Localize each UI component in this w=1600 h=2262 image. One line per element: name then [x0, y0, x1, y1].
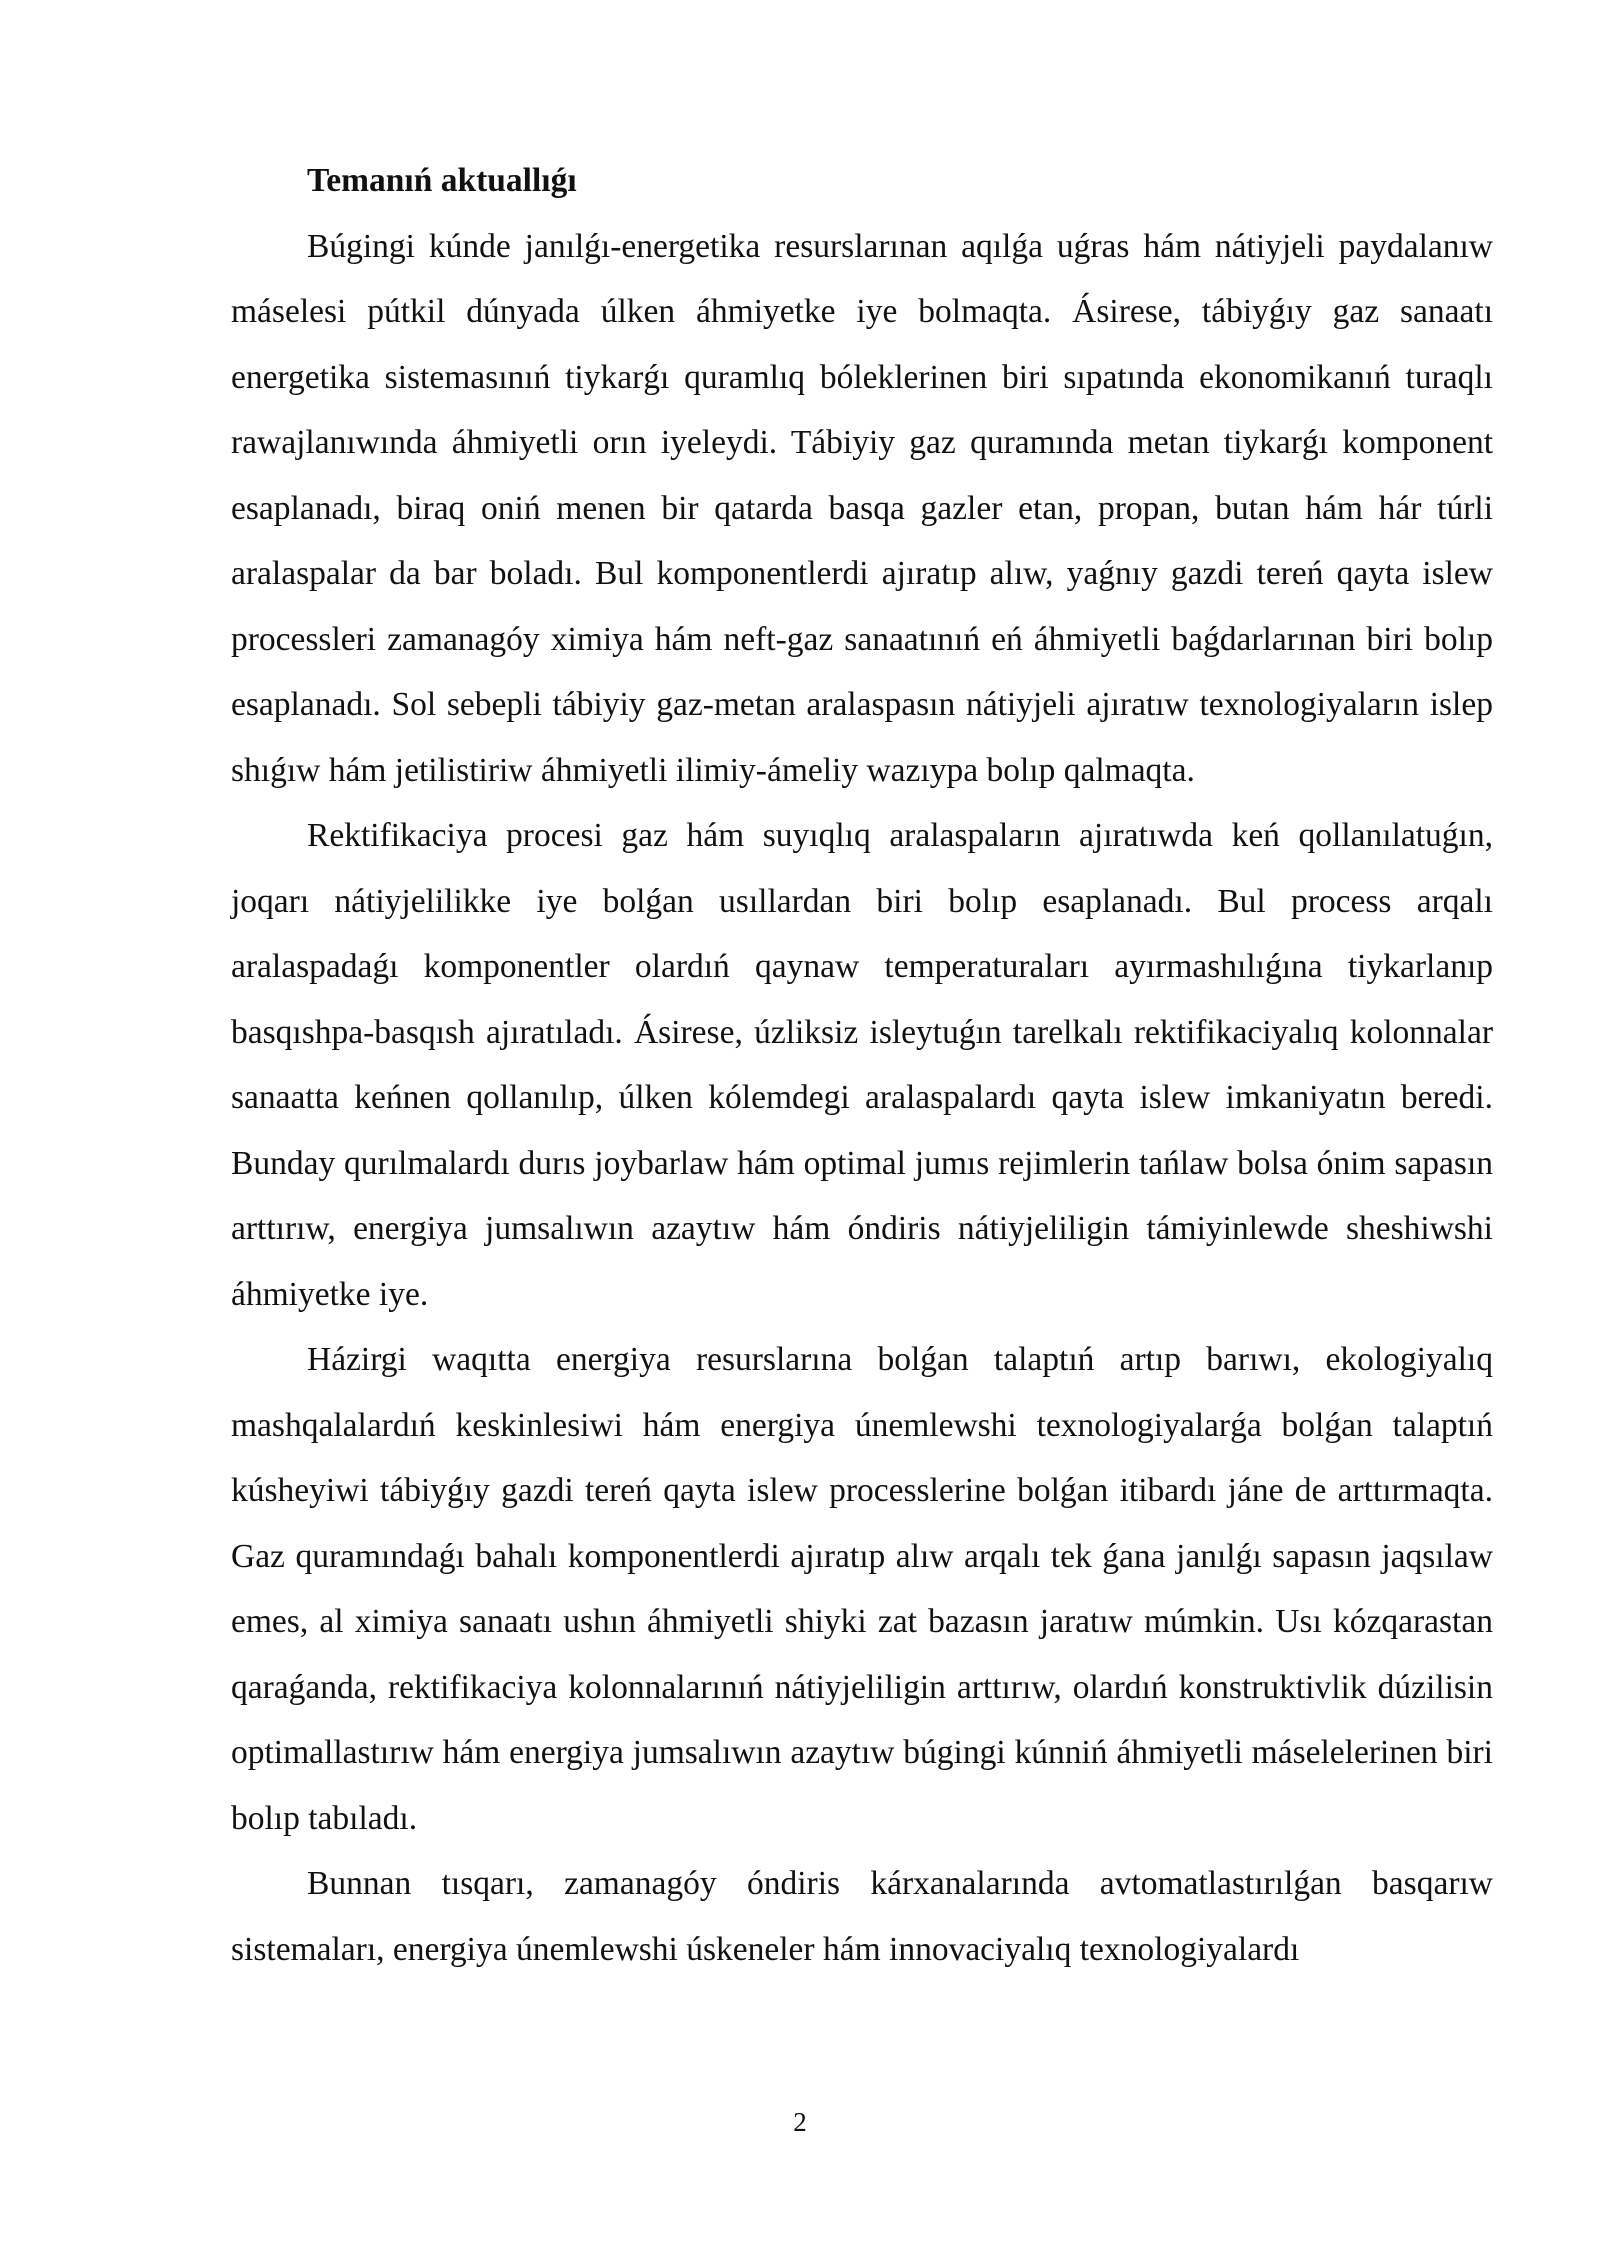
paragraph-3: Házirgi waqıtta energiya resurslarına bolǵan talaptıń artıp barıwı, ekologiyalıq mashqalalardıń keskinlesiwi hám energiya únemlewshi texnologiyalarǵa bolǵan talaptıń kúsheyiwi tábiyǵıy gazdi tereń qayta islew processlerine bolǵan itibardı jáne de arttırmaqta. Gaz quramındaǵı bahalı komponentlerdi ajıratıp alıw arqalı tek ǵana janılǵı sapasın jaqsılaw emes, al ximiya sanaatı ushın áhmiyetli shiyki zat bazasın jaratıw múmkin. Usı kózqarastan qaraǵanda, rektifikaciya kolonnalarınıń nátiyjeliligin arttırıw, olardıń konstruktivlik dúzilisin optimallastırıw hám energiya jumsalıwın azaytıw búgingi kúnniń áhmiyetli máselelerinen biri bolıp tabıladı.	[231, 1341, 1493, 1837]
paragraph-1: Búgingi kúnde janılǵı-energetika resurslarınan aqılǵa uǵras hám nátiyjeli paydalanıw máselesi pútkil dúnyada úlken áhmiyetke iye bolmaqta. Ásirese, tábiyǵıy gaz sanaatı energetika sistemasınıń tiykarǵı quramlıq bóleklerinen biri sıpatında ekonomikanıń turaqlı rawajlanıwında áhmiyetli orın iyeleydi. Tábiyiy gaz quramında metan tiykarǵı komponent esaplanadı, biraq oniń menen bir qatarda basqa gazler etan, propan, butan hám hár túrli aralaspalar da bar boladı. Bul komponentlerdi ajıratıp alıw, yaǵnıy gazdi tereń qayta islew processleri zamanagóy ximiya hám neft-gaz sanaatınıń eń áhmiyetli baǵdarlarınan biri bolıp esaplanadı. Sol sebepli tábiyiy gaz-metan aralaspasın nátiyjeli ajıratıw texnologiyaların islep shıǵıw hám jetilistiriw áhmiyetli ilimiy-ámeliy wazıypa bolıp qalmaqta.	[231, 227, 1493, 789]
document-body	[231, 148, 1493, 1982]
section-title: Temanıń aktuallıǵı	[307, 162, 577, 199]
page-number: 2	[793, 2107, 807, 2137]
paragraph-2: Rektifikaciya procesi gaz hám suyıqlıq aralaspaların ajıratıwda keń qollanılatuǵın, joqarı nátiyjelilikke iye bolǵan usıllardan biri bolıp esaplanadı. Bul process arqalı aralaspadaǵı komponentler olardıń qaynaw temperaturaları ayırmashılıǵına tiykarlanıp basqıshpa-basqısh ajıratıladı. Ásirese, úzliksiz isleytuǵın tarelkalı rektifikaciyalıq kolonnalar sanaatta keńnen qollanılıp, úlken kólemdegi aralaspalardı qayta islew imkaniyatın beredi. Bunday qurılmalardı durıs joybarlaw hám optimal jumıs rejimlerin tańlaw bolsa ónim sapasın arttırıw, energiya jumsalıwın azaytıw hám óndiris nátiyjeliligin támiyinlewde sheshiwshi áhmiyetke iye.	[231, 817, 1493, 1313]
paragraph-4: Bunnan tısqarı, zamanagóy óndiris kárxanalarında avtomatlastırılǵan basqarıw sistemaları, energiya únemlewshi úskeneler hám innovaciyalıq texnologiyalardı	[231, 1865, 1493, 1968]
